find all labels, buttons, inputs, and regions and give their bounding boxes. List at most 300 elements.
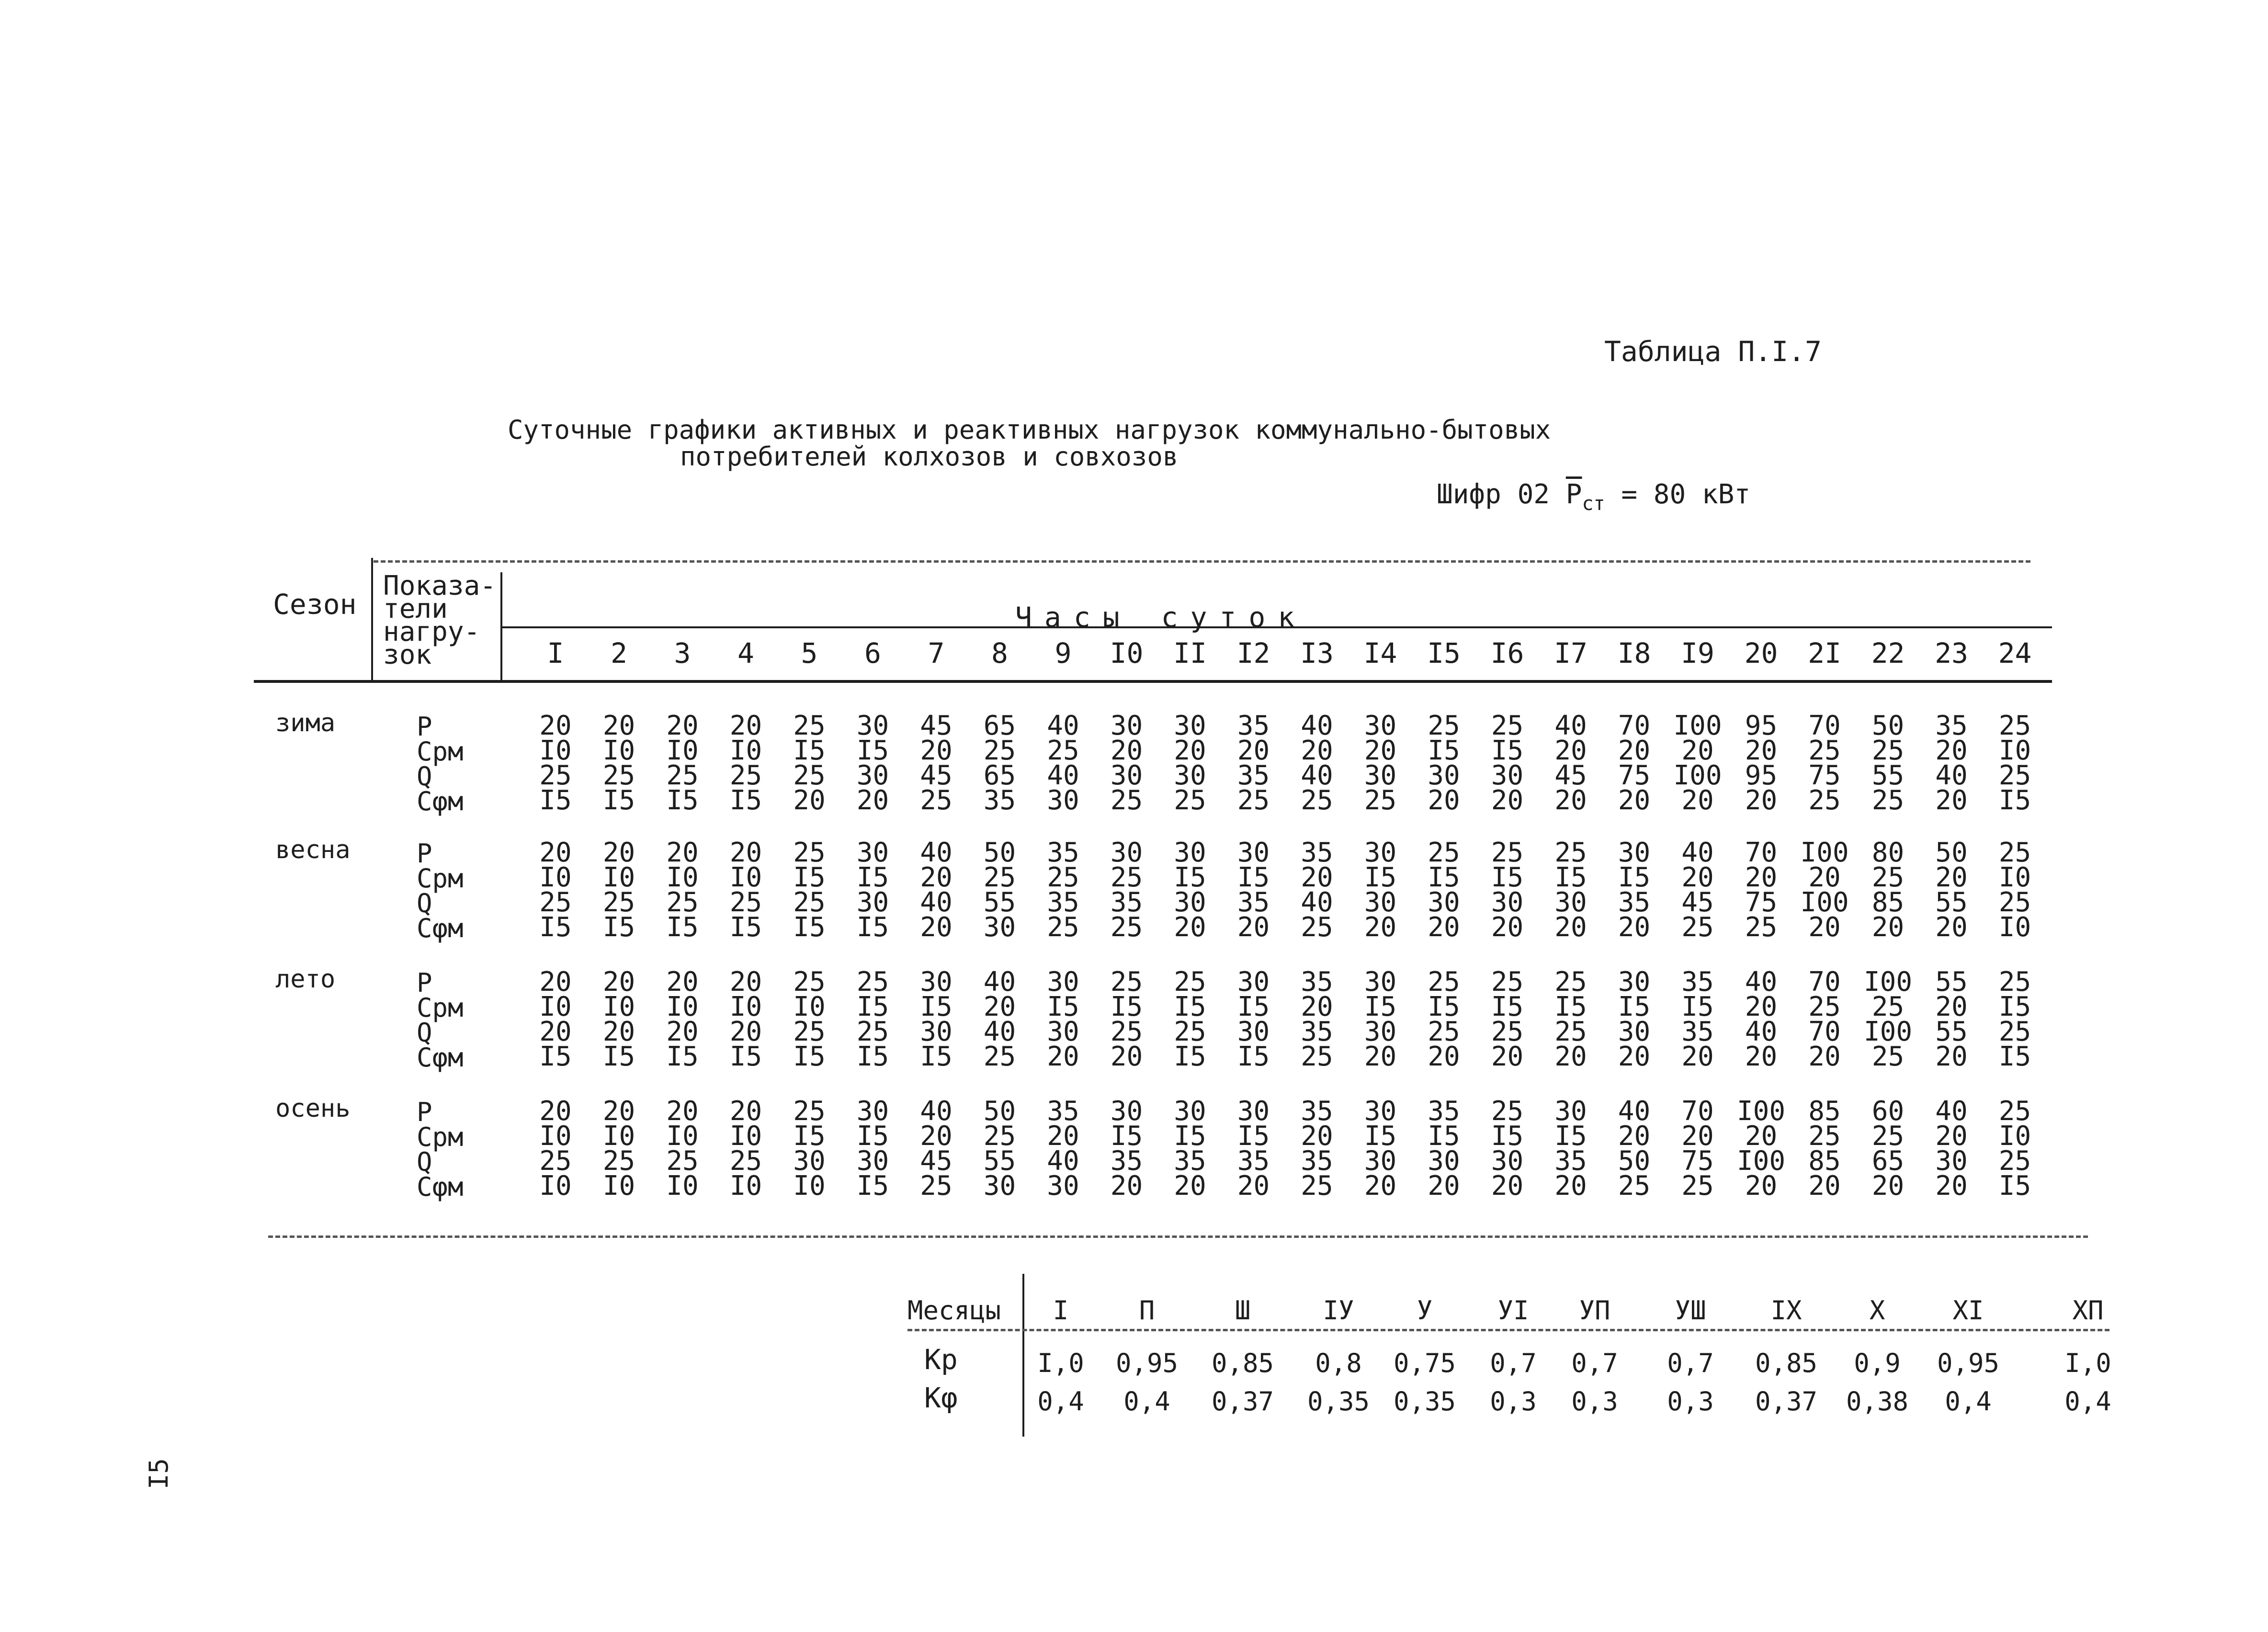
title-line-1: Суточные графики активных и реактивных нагрузок коммунально-бытовых: [508, 415, 1551, 445]
table-cell: 20: [1745, 1041, 1778, 1072]
table-cell: I5: [1110, 991, 1143, 1022]
table-cell: 25: [1681, 912, 1714, 943]
table-cell: 25: [1808, 991, 1841, 1022]
table-cell: 20: [920, 735, 953, 766]
hour-number: 3: [674, 637, 691, 669]
hour-number: 7: [928, 637, 945, 669]
table-cell: 85: [1871, 887, 1905, 918]
table-cell: 25: [1618, 1170, 1651, 1201]
table-cell: I0: [539, 991, 572, 1022]
table-cell: 30: [1364, 760, 1397, 791]
table-cell: 20: [1428, 1170, 1460, 1201]
table-cell: 30: [1428, 760, 1460, 791]
table-cell: 20: [983, 991, 1016, 1022]
table-cell: 20: [1174, 912, 1206, 943]
table-cell: 50: [1871, 710, 1905, 741]
kq-value: 0,4: [1037, 1386, 1084, 1417]
table-cell: I5: [666, 1041, 699, 1072]
hours-header: Часы суток: [1015, 601, 1307, 634]
table-cell: I5: [1998, 785, 2031, 816]
table-cell: 20: [1745, 1170, 1778, 1201]
table-cell: 20: [1935, 1121, 1968, 1152]
hour-number: 4: [737, 637, 754, 669]
table-cell: I5: [1491, 1121, 1524, 1152]
table-cell: 45: [920, 1145, 953, 1177]
table-cell: I5: [856, 912, 889, 943]
table-cell: 20: [729, 1096, 762, 1127]
table-cell: 25: [1808, 1121, 1841, 1152]
table-cell: 20: [1554, 735, 1587, 766]
title-line-2: потребителей колхозов и совхозов: [680, 442, 1179, 472]
table-bottom-dashed-rule: [268, 1235, 2088, 1238]
month-name: XI: [1952, 1295, 1984, 1326]
kq-value: 0,37: [1755, 1386, 1818, 1417]
table-cell: 80: [1871, 837, 1905, 868]
table-cell: I00: [1863, 966, 1913, 997]
table-cell: 35: [1618, 887, 1651, 918]
table-cell: 70: [1808, 1016, 1841, 1047]
table-cell: I5: [539, 1041, 572, 1072]
table-cell: I5: [1428, 1121, 1460, 1152]
table-cell: 20: [1491, 1041, 1524, 1072]
table-cell: I5: [920, 1041, 953, 1072]
hour-number: 24: [1998, 637, 2032, 669]
table-cell: I5: [602, 1041, 635, 1072]
table-cell: I5: [1428, 735, 1460, 766]
table-cell: I00: [1863, 1016, 1913, 1047]
table-cell: 25: [793, 887, 826, 918]
table-cell: 95: [1745, 760, 1778, 791]
table-cell: 25: [1871, 862, 1905, 893]
month-name: УШ: [1675, 1295, 1706, 1326]
table-cell: 25: [856, 966, 889, 997]
table-cell: 25: [1237, 785, 1270, 816]
table-cell: 20: [1364, 735, 1397, 766]
table-cell: I0: [1998, 735, 2031, 766]
table-cell: 25: [1428, 966, 1460, 997]
kq-value: 0,4: [2064, 1386, 2111, 1417]
table-cell: I5: [920, 991, 953, 1022]
table-cell: 35: [1301, 966, 1333, 997]
table-cell: I5: [856, 991, 889, 1022]
table-cell: I0: [1998, 862, 2031, 893]
table-cell: 25: [1428, 837, 1460, 868]
table-cell: I5: [1491, 991, 1524, 1022]
table-cell: 20: [1935, 991, 1968, 1022]
table-cell: 30: [1237, 966, 1270, 997]
kp-value: 0,85: [1755, 1348, 1818, 1378]
table-cell: I5: [1237, 1121, 1270, 1152]
table-cell: I00: [1800, 837, 1849, 868]
table-cell: 30: [1047, 1016, 1079, 1047]
table-cell: I5: [793, 1121, 826, 1152]
table-cell: I00: [1736, 1145, 1786, 1177]
table-cell: 40: [1681, 837, 1714, 868]
month-name: IУ: [1323, 1295, 1354, 1326]
table-cell: I5: [1364, 991, 1397, 1022]
code-suffix: = 80 кВт: [1621, 479, 1751, 510]
table-cell: 30: [920, 1016, 953, 1047]
table-cell: I0: [602, 735, 635, 766]
month-name: IX: [1770, 1295, 1802, 1326]
table-cell: 35: [1174, 1145, 1206, 1177]
table-cell: 45: [1681, 887, 1714, 918]
table-cell: I5: [602, 912, 635, 943]
table-cell: I5: [539, 912, 572, 943]
table-cell: I0: [602, 862, 635, 893]
table-cell: 25: [1491, 710, 1524, 741]
table-cell: 25: [1047, 862, 1079, 893]
code-subscript: ст: [1582, 493, 1605, 515]
table-cell: 30: [856, 760, 889, 791]
table-cell: I0: [539, 1121, 572, 1152]
table-cell: 20: [1808, 1170, 1841, 1201]
table-cell: 25: [1301, 785, 1333, 816]
table-cell: I5: [666, 912, 699, 943]
hour-number: 20: [1744, 637, 1778, 669]
indicator-label: P: [417, 1097, 432, 1127]
table-cell: 25: [920, 785, 953, 816]
table-cell: I0: [539, 1170, 572, 1201]
table-cell: 20: [602, 1096, 635, 1127]
months-label: Месяцы: [907, 1295, 1001, 1326]
table-cell: 25: [1998, 966, 2031, 997]
table-cell: 25: [1110, 966, 1143, 997]
table-cell: I5: [1618, 991, 1651, 1022]
table-cell: I5: [1681, 991, 1714, 1022]
table-cell: 30: [1174, 760, 1206, 791]
table-cell: 35: [1047, 1096, 1079, 1127]
table-cell: 40: [983, 966, 1016, 997]
vertical-rule-1: [371, 558, 373, 682]
table-cell: I5: [1174, 862, 1206, 893]
table-cell: 35: [1301, 1145, 1333, 1177]
table-cell: 25: [1871, 1041, 1905, 1072]
table-cell: 75: [1618, 760, 1651, 791]
table-cell: 55: [1935, 887, 1968, 918]
table-cell: 55: [1935, 966, 1968, 997]
table-cell: I5: [1998, 1041, 2031, 1072]
table-cell: 25: [729, 887, 762, 918]
table-cell: 35: [1935, 710, 1968, 741]
table-cell: 30: [1364, 710, 1397, 741]
hour-number: 2: [611, 637, 627, 669]
table-cell: I5: [856, 1041, 889, 1072]
table-cell: I5: [1364, 1121, 1397, 1152]
table-cell: 30: [1428, 887, 1460, 918]
table-cell: 30: [856, 1096, 889, 1127]
table-cell: 35: [983, 785, 1016, 816]
table-cell: 20: [1364, 1041, 1397, 1072]
indicator-label: Q: [417, 1018, 432, 1048]
table-cell: 40: [920, 887, 953, 918]
code-prefix: Шифр 02: [1437, 479, 1550, 510]
indicators-header-line: нагру-: [383, 616, 480, 647]
table-cell: 30: [1110, 760, 1143, 791]
indicators-header-line: зок: [383, 639, 432, 670]
table-cell: 35: [1681, 966, 1714, 997]
table-cell: 25: [793, 710, 826, 741]
table-cell: 25: [1871, 991, 1905, 1022]
table-cell: 30: [856, 710, 889, 741]
table-cell: 20: [1237, 912, 1270, 943]
table-cell: 55: [983, 1145, 1016, 1177]
table-cell: 25: [1871, 735, 1905, 766]
table-cell: 20: [920, 862, 953, 893]
table-cell: 30: [1618, 837, 1651, 868]
table-cell: I5: [1364, 862, 1397, 893]
hour-number: 8: [991, 637, 1008, 669]
table-cell: I00: [1673, 710, 1722, 741]
table-cell: 25: [602, 760, 635, 791]
kq-value: 0,4: [1123, 1386, 1170, 1417]
table-cell: 35: [1681, 1016, 1714, 1047]
table-cell: 35: [1301, 837, 1333, 868]
table-cell: 30: [1364, 1016, 1397, 1047]
hour-number: 9: [1055, 637, 1072, 669]
hour-number: 23: [1935, 637, 1968, 669]
table-cell: 20: [1554, 912, 1587, 943]
table-cell: I0: [729, 735, 762, 766]
table-cell: 20: [1935, 1170, 1968, 1201]
table-cell: I0: [666, 862, 699, 893]
table-cell: 35: [1428, 1096, 1460, 1127]
table-cell: 20: [1618, 1041, 1651, 1072]
table-cell: I5: [1174, 1121, 1206, 1152]
table-cell: 25: [666, 760, 699, 791]
table-cell: I0: [729, 1170, 762, 1201]
table-cell: 25: [793, 760, 826, 791]
table-cell: 40: [1047, 710, 1079, 741]
table-cell: 40: [920, 837, 953, 868]
table-cell: 20: [1110, 1170, 1143, 1201]
table-cell: 30: [1935, 1145, 1968, 1177]
table-cell: 20: [1428, 1041, 1460, 1072]
table-cell: 20: [1618, 1121, 1651, 1152]
table-cell: I0: [539, 862, 572, 893]
table-cell: 35: [1301, 1016, 1333, 1047]
hour-number: I3: [1300, 637, 1334, 669]
table-cell: 30: [1047, 785, 1079, 816]
table-cell: 25: [1174, 1016, 1206, 1047]
table-cell: 30: [1174, 887, 1206, 918]
table-cell: I5: [602, 785, 635, 816]
table-cell: 85: [1808, 1145, 1841, 1177]
kp-value: 0,95: [1937, 1348, 2000, 1378]
indicator-label: P: [417, 712, 432, 742]
table-cell: I5: [729, 912, 762, 943]
indicator-label: P: [417, 839, 432, 869]
table-cell: 25: [1871, 785, 1905, 816]
table-cell: I5: [856, 735, 889, 766]
kq-value: 0,3: [1667, 1386, 1714, 1417]
table-cell: 30: [1554, 887, 1587, 918]
table-cell: I5: [856, 862, 889, 893]
table-cell: 30: [1491, 887, 1524, 918]
table-cell: I0: [539, 735, 572, 766]
table-cell: 25: [1554, 966, 1587, 997]
table-cell: I5: [856, 1121, 889, 1152]
table-cell: 55: [1871, 760, 1905, 791]
kp-value: 0,7: [1490, 1348, 1537, 1378]
table-cell: 20: [729, 1016, 762, 1047]
table-cell: 30: [1237, 837, 1270, 868]
table-cell: 65: [1871, 1145, 1905, 1177]
table-cell: 70: [1808, 710, 1841, 741]
table-cell: 30: [983, 1170, 1016, 1201]
table-cell: I0: [793, 991, 826, 1022]
table-cell: 30: [856, 1145, 889, 1177]
table-cell: 20: [1554, 1041, 1587, 1072]
table-cell: 25: [602, 887, 635, 918]
code-line: [1437, 479, 1750, 515]
table-cell: I5: [793, 735, 826, 766]
kq-value: 0,3: [1490, 1386, 1537, 1417]
table-cell: 20: [602, 710, 635, 741]
table-cell: 25: [1110, 1016, 1143, 1047]
table-cell: I5: [729, 785, 762, 816]
month-name: XП: [2072, 1295, 2104, 1326]
table-cell: 70: [1808, 966, 1841, 997]
table-cell: 30: [1364, 837, 1397, 868]
table-cell: 25: [1110, 912, 1143, 943]
indicator-label: Срм: [417, 863, 464, 894]
table-cell: 35: [1047, 837, 1079, 868]
table-cell: 50: [983, 1096, 1016, 1127]
table-cell: 30: [1364, 887, 1397, 918]
table-cell: 30: [1110, 837, 1143, 868]
table-cell: 65: [983, 710, 1016, 741]
table-cell: 25: [1110, 862, 1143, 893]
table-cell: 20: [1554, 785, 1587, 816]
table-cell: 35: [1110, 1145, 1143, 1177]
indicator-label: Q: [417, 888, 432, 918]
table-caption: Таблица П.I.7: [1604, 335, 1822, 368]
table-cell: 50: [1935, 837, 1968, 868]
table-cell: 20: [1174, 735, 1206, 766]
table-cell: 20: [1301, 862, 1333, 893]
table-cell: 35: [1237, 710, 1270, 741]
table-cell: 25: [539, 887, 572, 918]
table-cell: 55: [983, 887, 1016, 918]
table-cell: I0: [729, 862, 762, 893]
table-cell: 20: [1681, 862, 1714, 893]
table-cell: 20: [729, 837, 762, 868]
table-cell: 30: [856, 887, 889, 918]
table-cell: 20: [1808, 862, 1841, 893]
kp-value: 0,9: [1854, 1348, 1901, 1378]
table-cell: I5: [666, 785, 699, 816]
table-cell: 30: [920, 966, 953, 997]
kp-label: Kр: [924, 1343, 958, 1376]
table-cell: 30: [793, 1145, 826, 1177]
indicator-label: Сφм: [417, 913, 464, 943]
document-title: [508, 417, 1609, 470]
table-cell: 20: [1301, 991, 1333, 1022]
table-cell: I0: [666, 1121, 699, 1152]
table-cell: I0: [729, 1121, 762, 1152]
table-cell: 40: [1745, 1016, 1778, 1047]
table-cell: 25: [1491, 966, 1524, 997]
table-cell: 30: [1110, 710, 1143, 741]
kp-value: 0,95: [1115, 1348, 1179, 1378]
table-cell: 20: [1681, 785, 1714, 816]
hour-number: I8: [1617, 637, 1651, 669]
table-cell: I5: [793, 1041, 826, 1072]
table-cell: 25: [1301, 912, 1333, 943]
table-cell: 25: [1554, 837, 1587, 868]
table-cell: I5: [1618, 862, 1651, 893]
table-cell: I5: [1491, 862, 1524, 893]
table-cell: 30: [1174, 837, 1206, 868]
table-cell: 25: [1871, 1121, 1905, 1152]
table-cell: 25: [1745, 912, 1778, 943]
table-cell: 95: [1745, 710, 1778, 741]
table-cell: 30: [1364, 1096, 1397, 1127]
table-cell: 40: [1935, 760, 1968, 791]
table-cell: 40: [1047, 1145, 1079, 1177]
table-cell: 30: [1491, 1145, 1524, 1177]
table-cell: 20: [1428, 912, 1460, 943]
months-header-rule: [907, 1329, 2109, 1331]
indicators-header-line: Показа-: [383, 570, 497, 601]
hour-number: I: [547, 637, 564, 669]
table-cell: 20: [602, 1016, 635, 1047]
indicators-header-line: тели: [383, 593, 448, 624]
kp-value: 0,7: [1667, 1348, 1714, 1378]
table-cell: 20: [666, 1016, 699, 1047]
kq-value: 0,35: [1307, 1386, 1370, 1417]
table-cell: 25: [983, 1041, 1016, 1072]
table-cell: 20: [1237, 1170, 1270, 1201]
kq-label: Kφ: [924, 1382, 958, 1414]
hour-number: I5: [1427, 637, 1461, 669]
table-cell: 20: [1681, 1041, 1714, 1072]
table-cell: I5: [1428, 862, 1460, 893]
table-cell: 75: [1745, 887, 1778, 918]
table-cell: 20: [1871, 1170, 1905, 1201]
table-cell: 20: [793, 785, 826, 816]
table-cell: I0: [1998, 1121, 2031, 1152]
table-cell: 20: [1935, 862, 1968, 893]
table-cell: 25: [1047, 735, 1079, 766]
table-cell: 30: [1047, 1170, 1079, 1201]
table-cell: 20: [1301, 1121, 1333, 1152]
table-cell: I5: [1491, 735, 1524, 766]
indicator-label: Q: [417, 1147, 432, 1177]
table-cell: 75: [1681, 1145, 1714, 1177]
table-cell: 40: [920, 1096, 953, 1127]
table-cell: 20: [539, 1016, 572, 1047]
table-cell: 30: [1428, 1145, 1460, 1177]
table-cell: 25: [1174, 966, 1206, 997]
table-cell: 20: [1491, 1170, 1524, 1201]
month-name: УП: [1579, 1295, 1610, 1326]
table-cell: I00: [1673, 760, 1722, 791]
table-cell: I5: [1998, 1170, 2031, 1201]
month-name: П: [1139, 1295, 1155, 1326]
table-cell: I0: [602, 1121, 635, 1152]
header-bottom-rule: [254, 680, 2052, 683]
table-cell: 25: [1998, 1016, 2031, 1047]
table-cell: 25: [856, 1016, 889, 1047]
table-cell: 20: [1364, 1170, 1397, 1201]
table-cell: 55: [1935, 1016, 1968, 1047]
table-cell: 40: [1554, 710, 1587, 741]
table-cell: 20: [1237, 735, 1270, 766]
table-cell: 65: [983, 760, 1016, 791]
table-cell: 25: [1047, 912, 1079, 943]
